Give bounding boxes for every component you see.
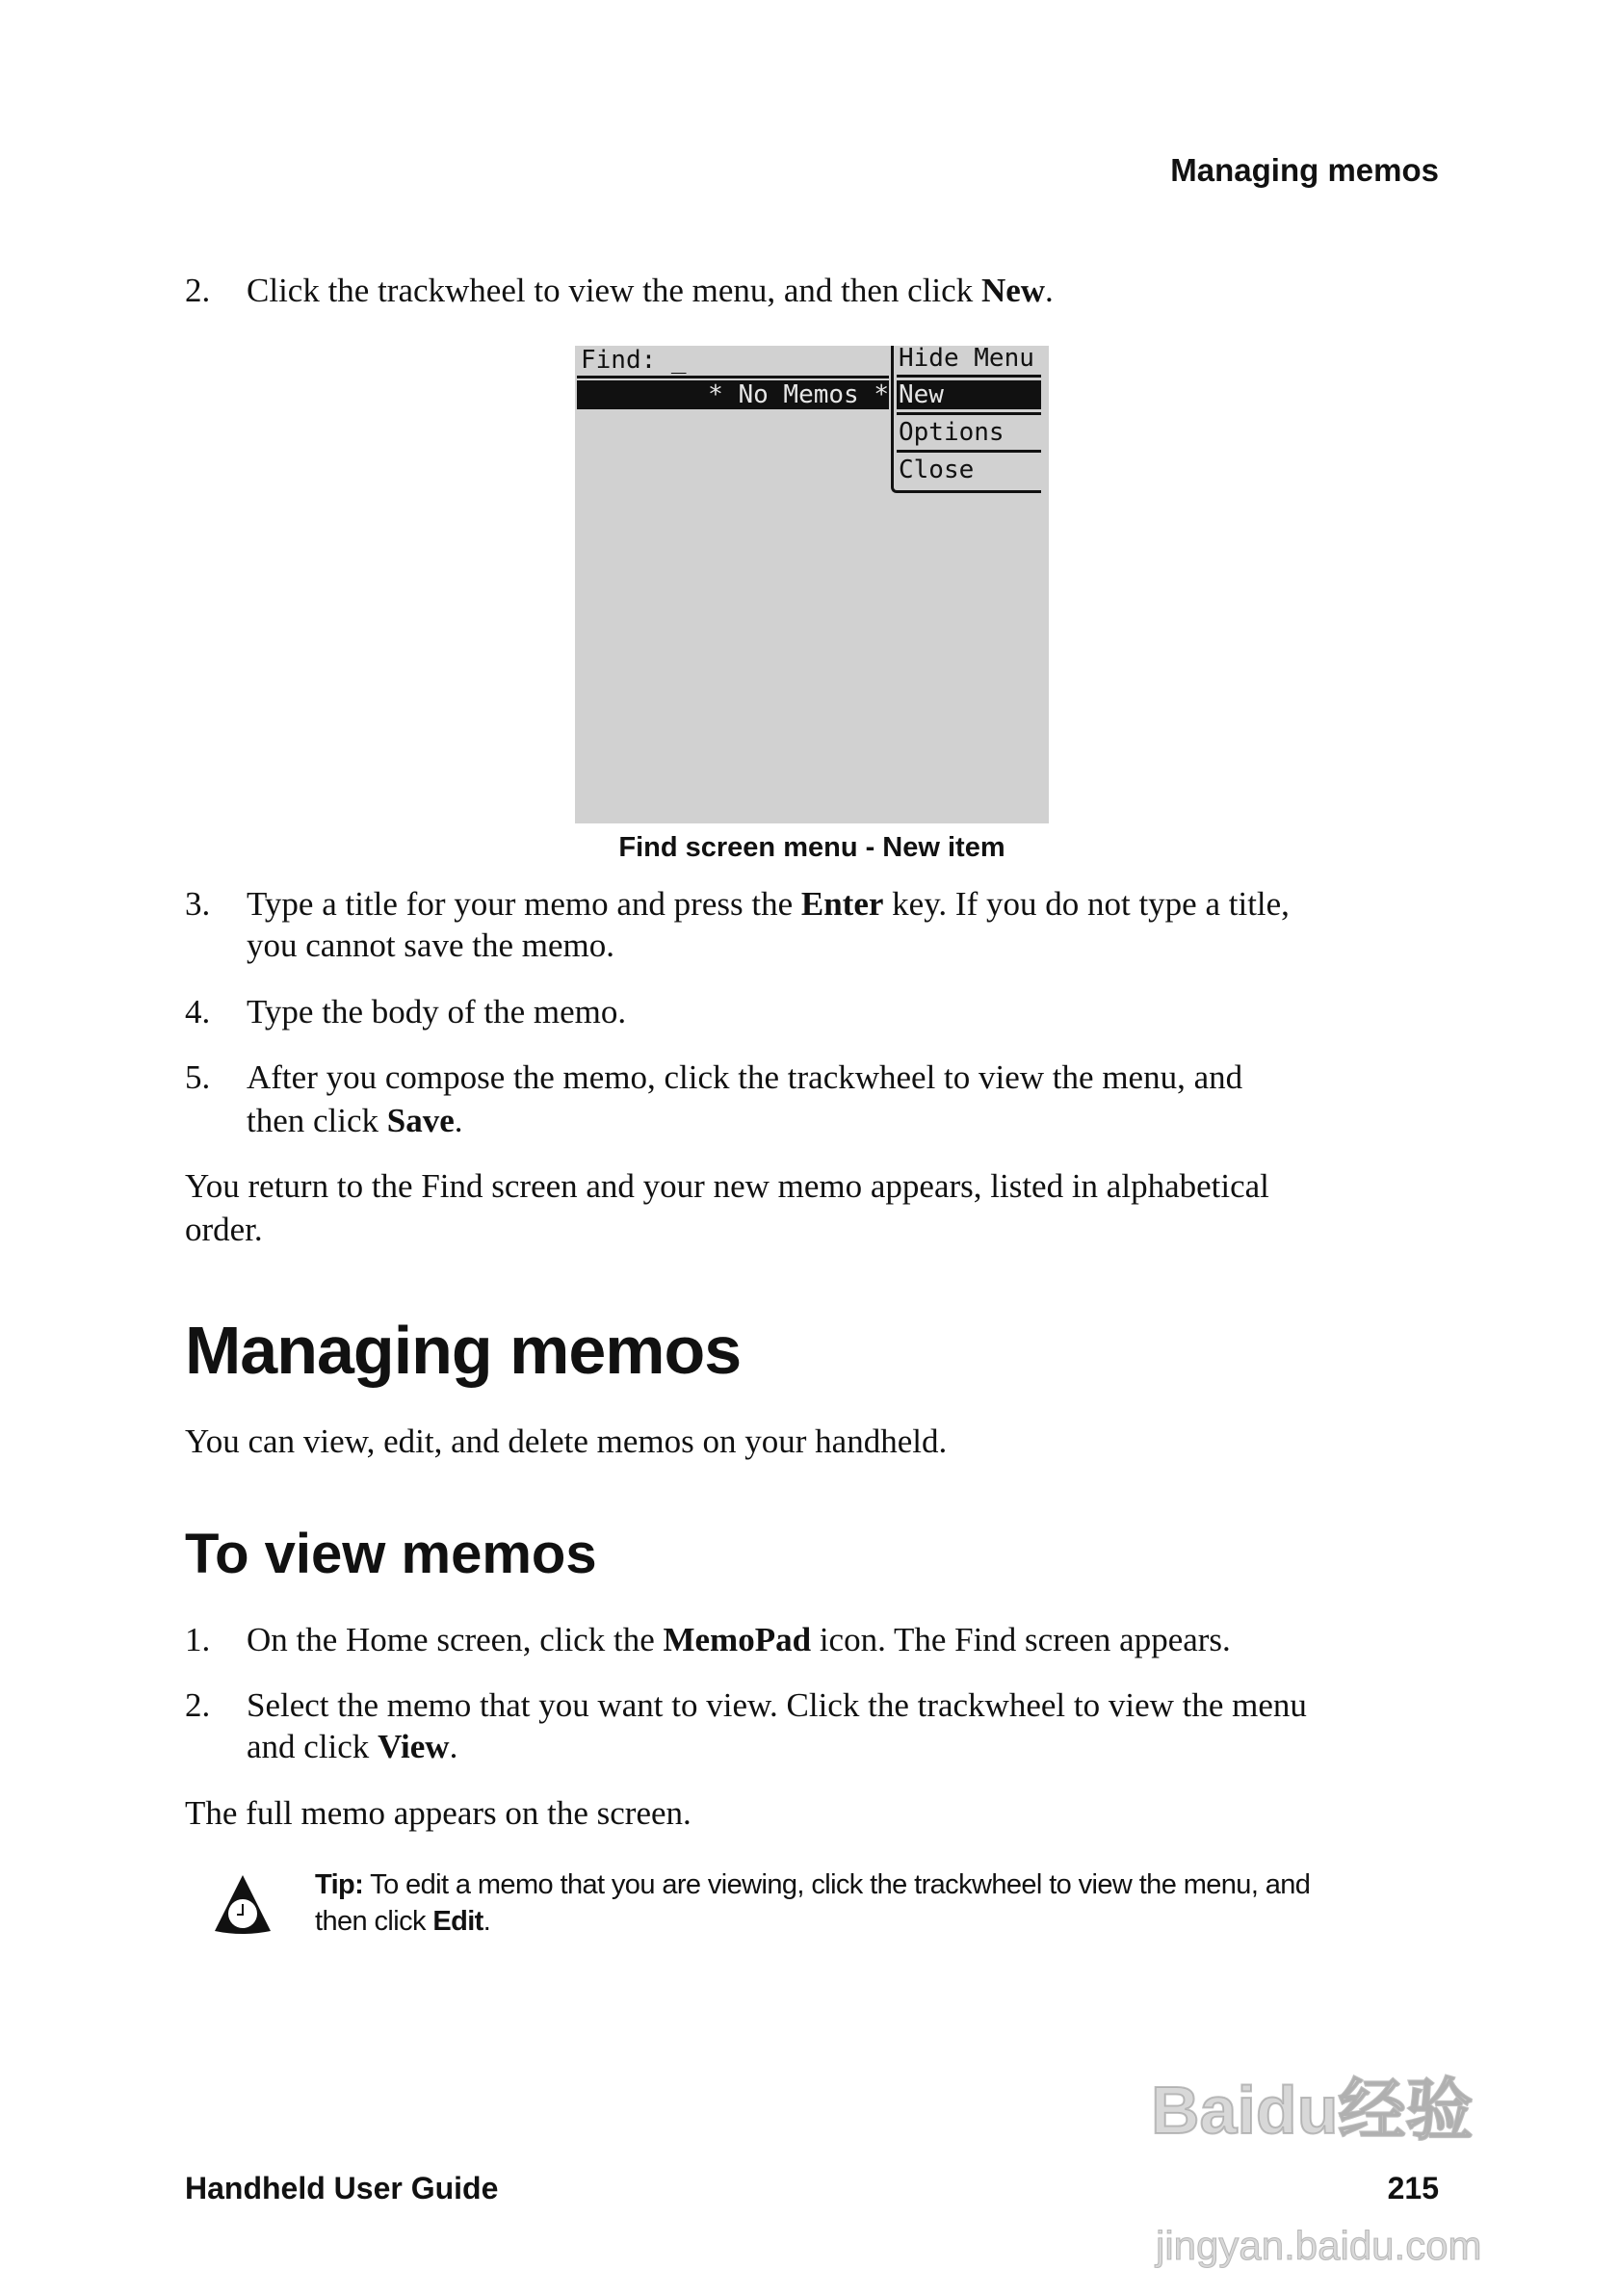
divider [897,450,1041,453]
step-text: and click [247,1728,378,1765]
menu-item-options[interactable]: Options [899,418,1005,447]
paragraph-text: The full memo appears on the screen. [185,1794,692,1832]
step-text: On the Home screen, click the [247,1621,664,1658]
figure-caption: Find screen menu - New item [618,832,1005,863]
step-number: 5. [185,1058,211,1096]
tip-text-line: . [483,1906,491,1937]
paragraph-text: order. [185,1211,263,1248]
step-text: Click the trackwheel to view the menu, and then click [247,272,981,309]
step-bold: Enter [800,885,884,923]
tip-text [315,1866,1310,1940]
find-field: Find: _ [581,346,687,375]
device-screenshot [575,346,1049,823]
tip-text-line: To edit a memo that you are viewing, click the trackwheel to view the menu, and [363,1869,1311,1900]
page-number: 215 [1387,2171,1439,2205]
step-bold: New [980,272,1046,309]
watermark-logo: Baidu经验 [1151,2073,1474,2148]
paragraph-text: You return to the Find screen and your new memo appears, listed in alphabetical [185,1167,1269,1205]
tip-icon [211,1873,274,1935]
step-text: . [454,1102,463,1139]
step-text: . [449,1728,458,1765]
divider [577,376,889,378]
step-text: then click [247,1102,387,1139]
step-text: key. If you do not type a title, [883,885,1290,923]
step-number: 1. [185,1621,211,1658]
step-number: 2. [185,272,211,309]
tip-bold: Edit [432,1906,483,1937]
paragraph-text: You can view, edit, and delete memos on your handheld. [185,1422,948,1460]
divider [897,412,1041,415]
step-bold: MemoPad [663,1621,812,1658]
list-item-no-memos[interactable]: * No Memos * [577,380,889,409]
step-text: Type a title for your memo and press the [247,885,801,923]
menu-item-close[interactable]: Close [899,456,975,484]
step-bold: View [378,1728,450,1765]
step-text: Select the memo that you want to view. Click the trackwheel to view the menu [247,1686,1307,1724]
step-text: icon. The Find screen appears. [811,1621,1231,1658]
section-heading: Managing memos [185,1313,742,1388]
step-text: . [1045,272,1054,309]
menu-item-hide-menu[interactable]: Hide Menu [899,344,1034,373]
tip-text-line: then click [315,1906,433,1937]
tip-label: Tip: [315,1869,364,1900]
footer-title: Handheld User Guide [185,2171,499,2205]
subsection-heading: To view memos [185,1523,597,1585]
step-text: Type the body of the memo. [247,993,627,1031]
step-number: 2. [185,1686,211,1724]
step-bold: Save [386,1102,455,1139]
running-header: Managing memos [1170,152,1439,188]
watermark-url: jingyan.baidu.com [1156,2223,1482,2268]
context-menu [891,346,1041,493]
step-text: you cannot save the memo. [247,926,614,964]
divider [897,375,1041,378]
menu-item-new[interactable]: New [897,380,1041,409]
step-text: After you compose the memo, click the trackwheel to view the menu, and [247,1058,1243,1096]
step-number: 3. [185,885,211,923]
step-number: 4. [185,993,211,1031]
